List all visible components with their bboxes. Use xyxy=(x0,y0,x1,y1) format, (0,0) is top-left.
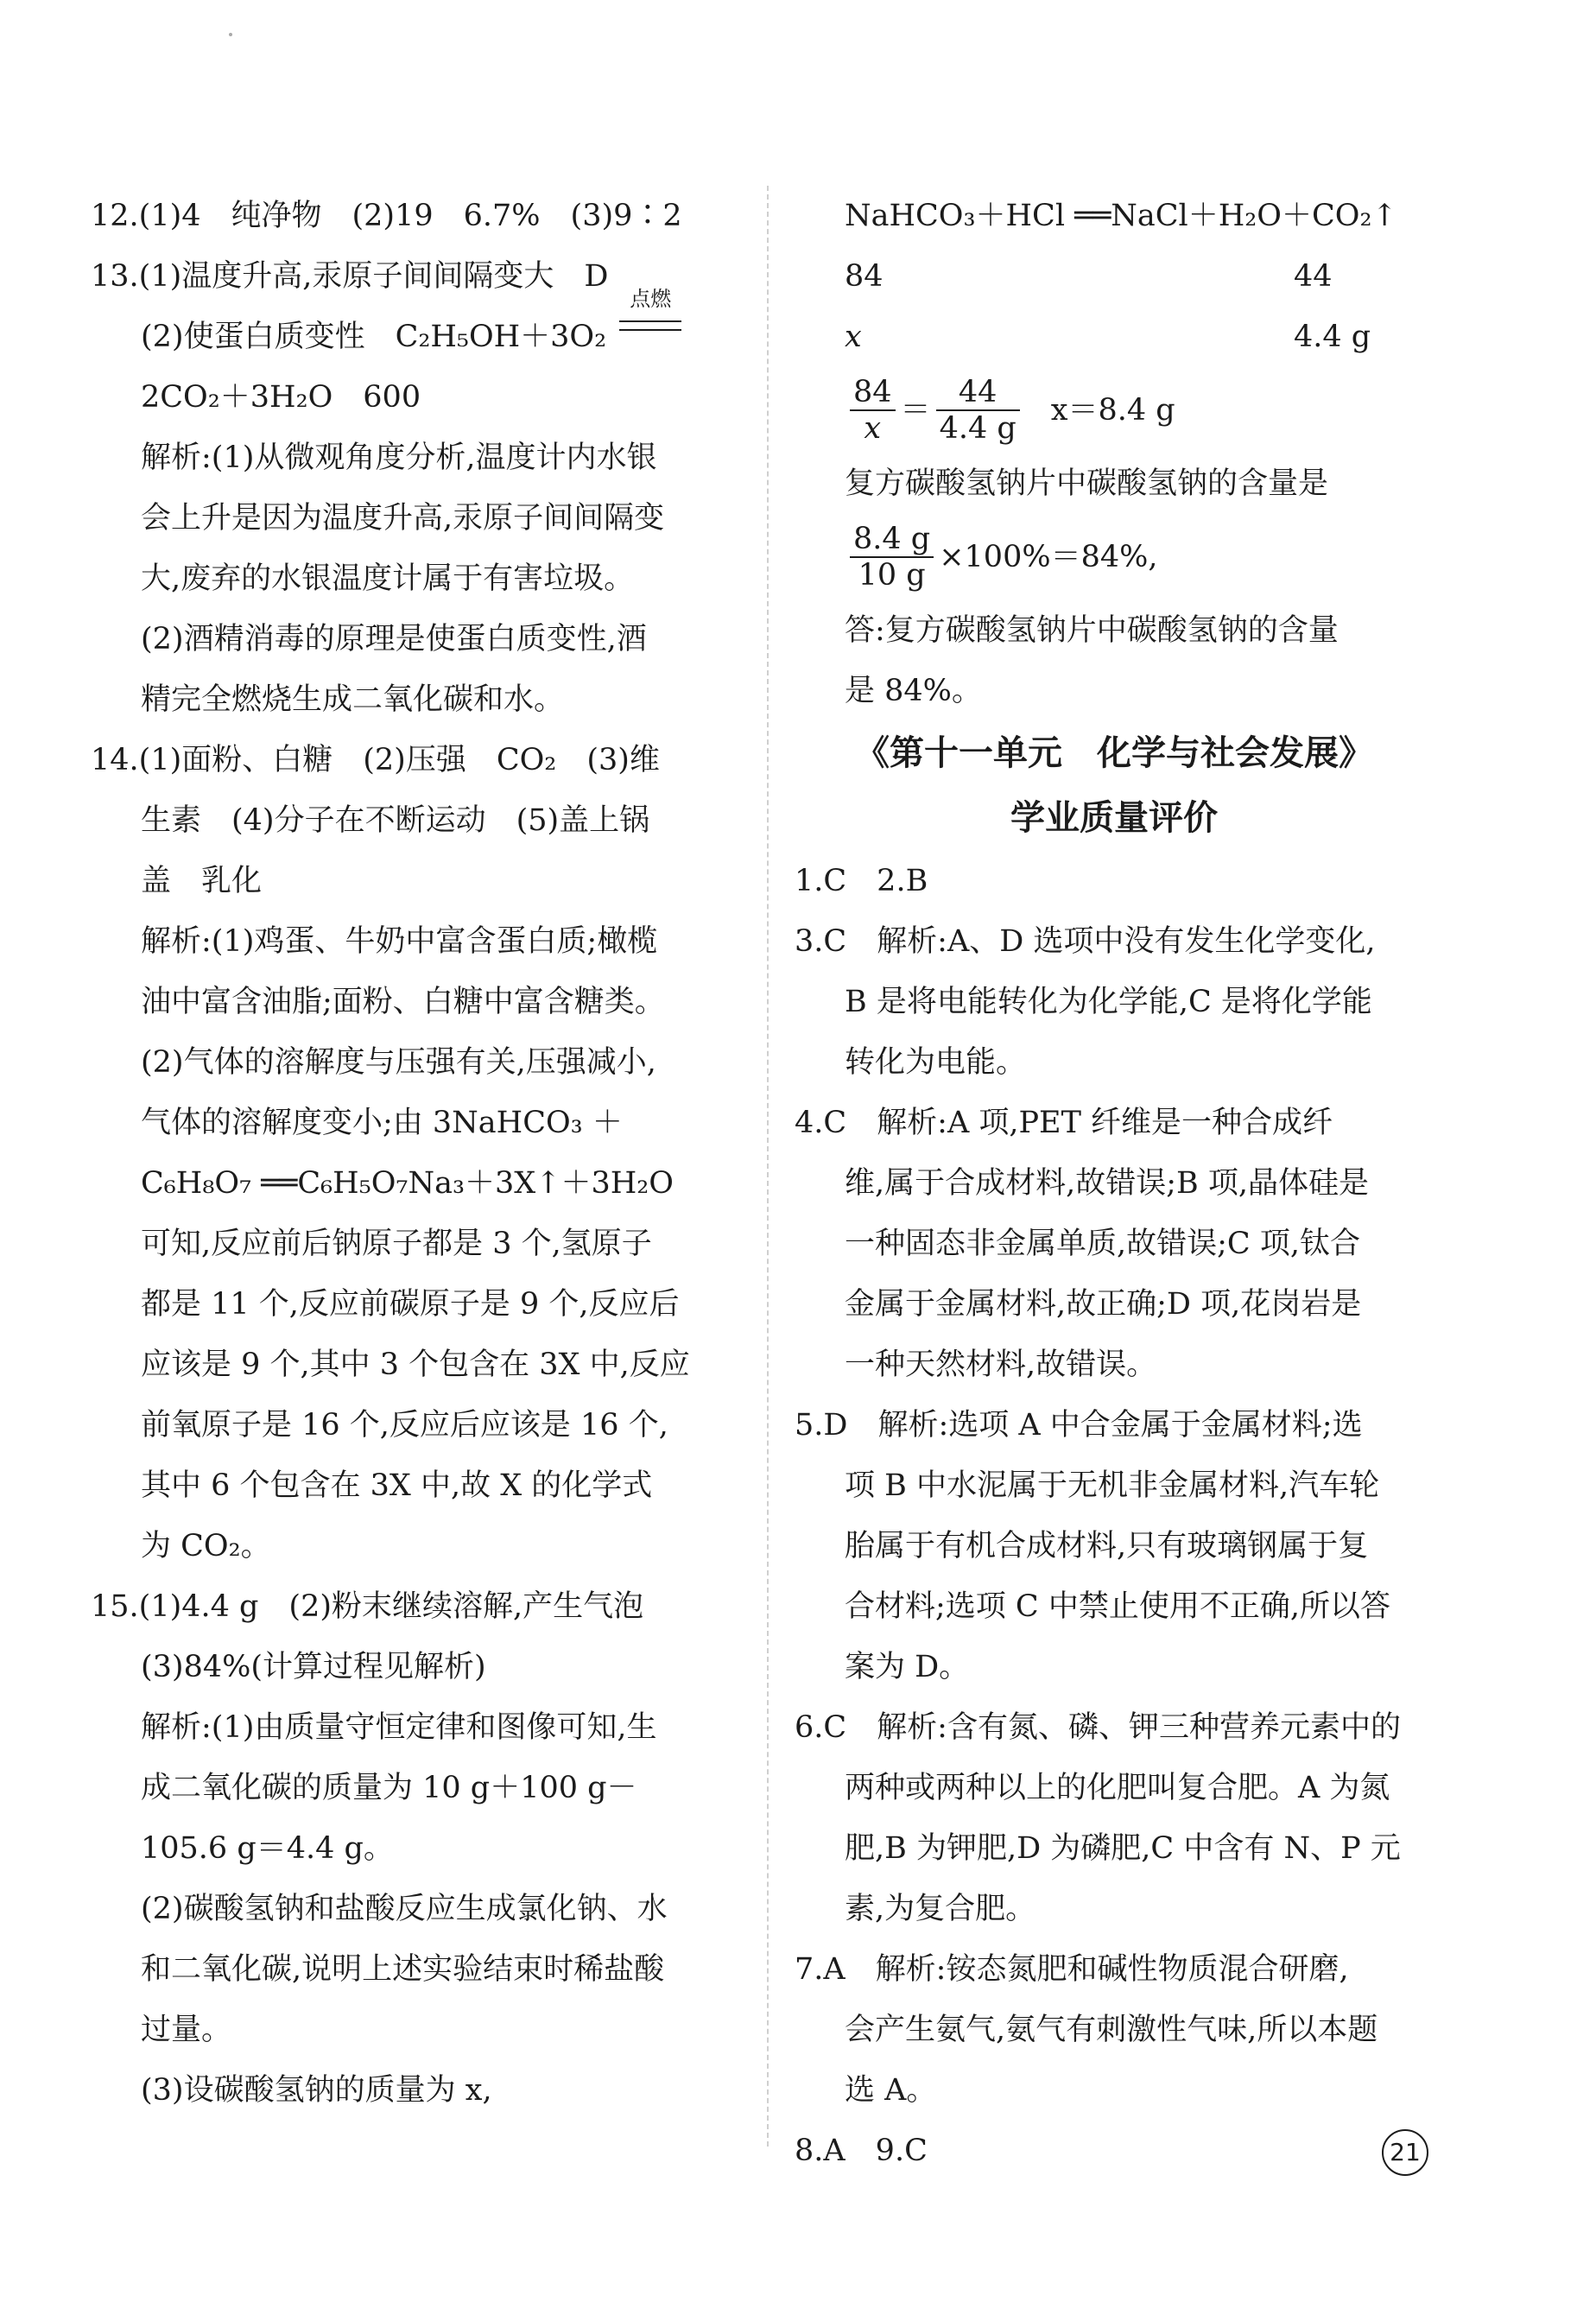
answer-3-line2: B 是将电能转化为化学能,C 是将化学能 xyxy=(845,985,1372,1019)
ignition-condition-sign xyxy=(616,287,685,367)
unit-title: 《第十一单元 化学与社会发展》 xyxy=(855,733,1373,773)
answer-7-line1: 7.A 解析:铵态氮肥和碱性物质混合研磨, xyxy=(795,1952,1349,1987)
fraction-denominator: x xyxy=(864,411,882,446)
answer-12: 12.(1)4 纯净物 (2)19 6.7% (3)9∶2 xyxy=(91,199,682,233)
answer-13-part1: 13.(1)温度升高,汞原子间间隔变大 D xyxy=(91,259,609,294)
analysis-15-line1: 解析:(1)由质量守恒定律和图像可知,生 xyxy=(141,1710,657,1745)
answer-5-line1: 5.D 解析:选项 A 中合金属于金属材料;选 xyxy=(795,1408,1363,1443)
column-divider xyxy=(767,186,769,2147)
analysis-15-line3: 105.6 g＝4.4 g。 xyxy=(141,1831,394,1866)
answer-5-line5: 案为 D。 xyxy=(845,1650,970,1684)
answer-6-line3: 肥,B 为钾肥,D 为磷肥,C 中含有 N、P 元 xyxy=(845,1831,1401,1866)
x-result: x＝8.4 g xyxy=(1050,393,1175,428)
answer-4-line1: 4.C 解析:A 项,PET 纤维是一种合成纤 xyxy=(795,1106,1333,1140)
percentage-result: ×100%＝84%, xyxy=(939,540,1158,574)
analysis-14-line4: 气体的溶解度变小;由 3NaHCO₃ ＋ xyxy=(141,1106,623,1140)
answer-3-line1: 3.C 解析:A、D 选项中没有发生化学变化, xyxy=(795,924,1376,959)
proportion-row xyxy=(795,367,1434,453)
answer-14-part3: 盖 乳化 xyxy=(141,864,263,898)
fraction-denominator: 10 g xyxy=(858,558,926,593)
analysis-14-line2: 油中富含油脂;面粉、白糖中富含糖类。 xyxy=(141,985,665,1019)
analysis-15-line2: 成二氧化碳的质量为 10 g＋100 g－ xyxy=(141,1771,637,1805)
analysis-14-line5: C₆H₈O₇ ══C₆H₅O₇Na₃＋3X↑＋3H₂O xyxy=(141,1166,674,1201)
mass-4-4g: 4.4 g xyxy=(1294,320,1371,354)
right-column xyxy=(795,186,1434,2181)
answer-5-line3: 胎属于有机合成材料,只有玻璃钢属于复 xyxy=(845,1529,1369,1563)
analysis-14-line1: 解析:(1)鸡蛋、牛奶中富含蛋白质;橄榄 xyxy=(141,924,658,959)
equals-sign: ＝ xyxy=(900,393,931,428)
answer-4-line4: 金属于金属材料,故正确;D 项,花岗岩是 xyxy=(845,1287,1362,1322)
chemical-equation: NaHCO₃＋HCl ══NaCl＋H₂O＋CO₂↑ xyxy=(845,199,1397,233)
answer-7-line2: 会产生氨气,氨气有刺激性气味,所以本题 xyxy=(845,2013,1378,2047)
fraction-numerator: 8.4 g xyxy=(850,522,934,558)
analysis-14-line11: 为 CO₂。 xyxy=(141,1529,271,1563)
analysis-15-line4: (2)碳酸氢钠和盐酸反应生成氯化钠、水 xyxy=(141,1892,668,1926)
analysis-13-line5: 精完全燃烧生成二氧化碳和水。 xyxy=(141,682,565,717)
answer-13-part3: 2CO₂＋3H₂O 600 xyxy=(141,380,421,415)
fraction-numerator: 84 xyxy=(850,375,896,411)
answer-5-line4: 合材料;选项 C 中禁止使用不正确,所以答 xyxy=(845,1589,1390,1624)
answer-15-part2: (3)84%(计算过程见解析) xyxy=(141,1650,486,1684)
answer-line2: 是 84%。 xyxy=(845,674,982,708)
fraction-denominator: 4.4 g xyxy=(939,411,1016,446)
fraction-8-4g-over-10g xyxy=(850,522,934,593)
analysis-14-line3: (2)气体的溶解度与压强有关,压强减小, xyxy=(141,1045,656,1080)
answer-4-line3: 一种固态非金属单质,故错误;C 项,钛合 xyxy=(845,1227,1360,1261)
answer-13-equation-left: (2)使蛋白质变性 C₂H₅OH＋3O₂ xyxy=(141,320,607,354)
answers-1-2: 1.C 2.B xyxy=(795,864,928,898)
fraction-numerator: 44 xyxy=(936,375,1020,411)
molar-mass-row xyxy=(795,246,1434,307)
analysis-15-line6: 过量。 xyxy=(141,2013,232,2047)
answer-6-line1: 6.C 解析:含有氮、磷、钾三种营养元素中的 xyxy=(795,1710,1401,1745)
answer-line1: 答:复方碳酸氢钠片中碳酸氢钠的含量 xyxy=(845,613,1339,648)
analysis-13-line1: 解析:(1)从微观角度分析,温度计内水银 xyxy=(141,441,657,475)
double-line xyxy=(619,320,681,331)
analysis-14-line6: 可知,反应前后钠原子都是 3 个,氢原子 xyxy=(141,1227,652,1261)
analysis-13-line3: 大,废弃的水银温度计属于有害垃圾。 xyxy=(141,561,635,596)
answer-6-line2: 两种或两种以上的化肥叫复合肥。A 为氮 xyxy=(845,1771,1390,1805)
unknown-x: x xyxy=(845,320,862,354)
actual-mass-row xyxy=(795,307,1434,367)
analysis-14-line8: 应该是 9 个,其中 3 个包含在 3X 中,反应 xyxy=(141,1348,690,1382)
answer-5-line2: 项 B 中水泥属于无机非金属材料,汽车轮 xyxy=(845,1468,1380,1503)
mass-44: 44 xyxy=(1294,259,1333,294)
analysis-15-line7: (3)设碳酸氢钠的质量为 x, xyxy=(141,2073,492,2108)
answer-15-part1: 15.(1)4.4 g (2)粉末继续溶解,产生气泡 xyxy=(91,1589,644,1624)
analysis-14-line10: 其中 6 个包含在 3X 中,故 X 的化学式 xyxy=(141,1468,653,1503)
answer-4-line2: 维,属于合成材料,故错误;B 项,晶体硅是 xyxy=(845,1166,1370,1201)
content-statement: 复方碳酸氢钠片中碳酸氢钠的含量是 xyxy=(845,466,1329,501)
left-column xyxy=(91,186,738,2121)
answer-7-line3: 选 A。 xyxy=(845,2073,937,2108)
analysis-13-line2: 会上升是因为温度升高,汞原子间间隔变 xyxy=(141,501,665,536)
page-number: 21 xyxy=(1382,2129,1428,2176)
answer-14-part1: 14.(1)面粉、白糖 (2)压强 CO₂ (3)维 xyxy=(91,743,660,777)
answer-4-line5: 一种天然材料,故错误。 xyxy=(845,1348,1157,1382)
analysis-13-line4: (2)酒精消毒的原理是使蛋白质变性,酒 xyxy=(141,622,647,656)
answer-14-part2: 生素 (4)分子在不断运动 (5)盖上锅 xyxy=(141,803,650,838)
ignition-label: 点燃 xyxy=(630,287,672,311)
evaluation-title: 学业质量评价 xyxy=(1010,798,1218,838)
analysis-14-line9: 前氧原子是 16 个,反应后应该是 16 个, xyxy=(141,1408,668,1443)
answer-3-line3: 转化为电能。 xyxy=(845,1045,1027,1080)
analysis-15-line5: 和二氧化碳,说明上述实验结束时稀盐酸 xyxy=(141,1952,665,1987)
scan-speck xyxy=(229,33,232,36)
fraction-44-over-4-4g xyxy=(936,375,1020,446)
answer-13-part2 xyxy=(91,287,738,367)
answer-6-line4: 素,为复合肥。 xyxy=(845,1892,1036,1926)
analysis-14-line7: 都是 11 个,反应前碳原子是 9 个,反应后 xyxy=(141,1287,680,1322)
mass-84: 84 xyxy=(845,259,884,294)
answers-8-9: 8.A 9.C xyxy=(795,2134,928,2168)
percentage-row xyxy=(795,514,1434,600)
fraction-84-over-x xyxy=(850,375,896,446)
